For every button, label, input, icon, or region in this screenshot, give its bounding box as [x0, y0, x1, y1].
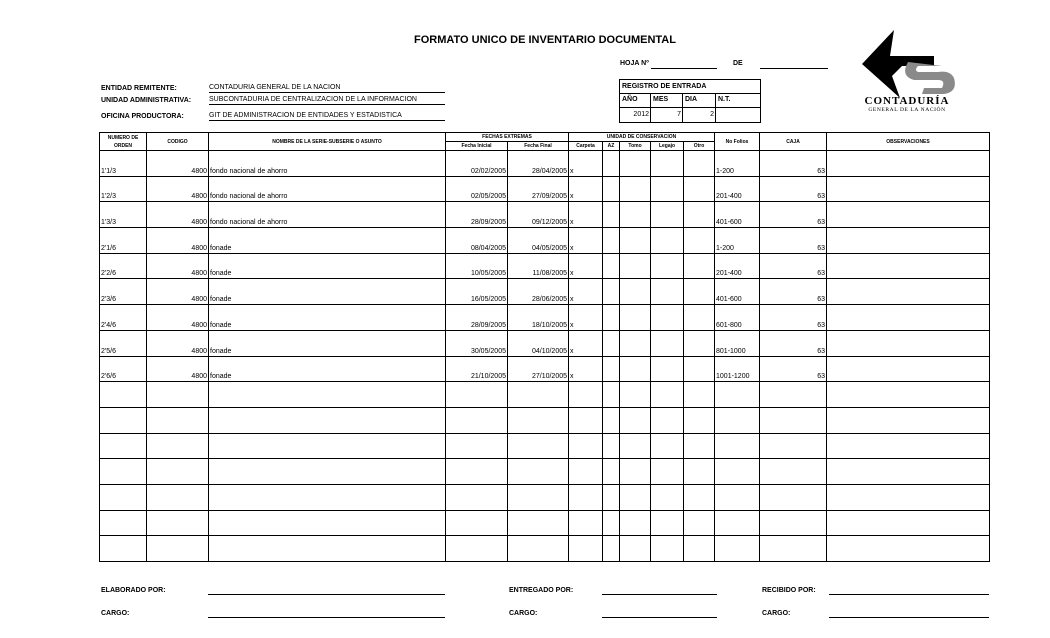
cell-az[interactable]: [603, 356, 620, 382]
cell-codigo[interactable]: [147, 382, 209, 408]
cell-codigo[interactable]: 4800: [147, 176, 209, 202]
cell-caja[interactable]: [760, 433, 827, 459]
cell-observaciones[interactable]: [827, 536, 990, 562]
cell-otro[interactable]: [684, 382, 715, 408]
cell-fecha-final[interactable]: [508, 407, 569, 433]
cell-carpeta[interactable]: [569, 536, 603, 562]
unidad-value: SUBCONTADURIA DE CENTRALIZACION DE LA INFORMACION: [209, 96, 445, 105]
cell-legajo[interactable]: [651, 356, 684, 382]
cell-tomo[interactable]: [620, 202, 651, 228]
registro-divider: [620, 93, 760, 94]
cell-nombre[interactable]: fondo nacional de ahorro: [209, 202, 446, 228]
col-header-folios: No Folios: [715, 133, 760, 151]
cell-observaciones[interactable]: [827, 279, 990, 305]
cell-fecha-final[interactable]: 28/04/2005: [508, 151, 569, 177]
cell-orden[interactable]: 2'3/6: [100, 279, 147, 305]
col-header-otro: Otro: [684, 142, 715, 151]
cell-codigo[interactable]: 4800: [147, 253, 209, 279]
cell-otro[interactable]: [684, 459, 715, 485]
entregado-field[interactable]: [602, 587, 717, 595]
cell-orden[interactable]: 2'1/6: [100, 228, 147, 254]
logo-name: CONTADURÍA: [864, 95, 950, 107]
table-row: [100, 459, 990, 485]
cell-otro[interactable]: [684, 305, 715, 331]
registro-divider: [620, 107, 760, 108]
cell-nombre[interactable]: [209, 459, 446, 485]
cell-otro[interactable]: [684, 202, 715, 228]
cell-codigo[interactable]: [147, 433, 209, 459]
inventory-table: [99, 132, 990, 562]
cell-fecha-inicial[interactable]: [446, 382, 508, 408]
cell-carpeta[interactable]: x: [569, 176, 603, 202]
cell-codigo[interactable]: [147, 407, 209, 433]
cell-fecha-final[interactable]: 04/10/2005: [508, 330, 569, 356]
cell-otro[interactable]: [684, 279, 715, 305]
cell-observaciones[interactable]: [827, 330, 990, 356]
cell-caja[interactable]: 63: [760, 228, 827, 254]
cell-tomo[interactable]: [620, 382, 651, 408]
cargo-elaborado-label: CARGO:: [101, 610, 130, 617]
table-row: [100, 536, 990, 562]
cell-carpeta[interactable]: x: [569, 356, 603, 382]
cell-folios[interactable]: [715, 407, 760, 433]
cell-codigo[interactable]: [147, 484, 209, 510]
cell-carpeta[interactable]: x: [569, 202, 603, 228]
cell-nombre[interactable]: [209, 536, 446, 562]
cell-tomo[interactable]: [620, 253, 651, 279]
cell-nombre[interactable]: [209, 382, 446, 408]
cell-codigo[interactable]: 4800: [147, 356, 209, 382]
cell-folios[interactable]: 1001-1200: [715, 356, 760, 382]
cell-nombre[interactable]: fonade: [209, 279, 446, 305]
cell-folios[interactable]: [715, 459, 760, 485]
entidad-label: ENTIDAD REMITENTE:: [101, 85, 177, 92]
cell-otro[interactable]: [684, 253, 715, 279]
table-row: [100, 176, 990, 202]
cell-legajo[interactable]: [651, 305, 684, 331]
cell-caja[interactable]: 63: [760, 305, 827, 331]
cell-caja[interactable]: 63: [760, 356, 827, 382]
col-header-az: AZ: [603, 142, 620, 151]
cell-fecha-inicial[interactable]: 30/05/2005: [446, 330, 508, 356]
cell-az[interactable]: [603, 176, 620, 202]
cell-folios[interactable]: [715, 536, 760, 562]
cell-legajo[interactable]: [651, 330, 684, 356]
cell-fecha-inicial[interactable]: [446, 510, 508, 536]
table-row: [100, 510, 990, 536]
cell-observaciones[interactable]: [827, 305, 990, 331]
cell-legajo[interactable]: [651, 536, 684, 562]
col-header-carpeta: Carpeta: [569, 142, 603, 151]
cell-caja[interactable]: 63: [760, 279, 827, 305]
registro-entrada-box: [619, 79, 761, 123]
cell-fecha-final[interactable]: 27/09/2005: [508, 176, 569, 202]
cell-folios[interactable]: 1-200: [715, 151, 760, 177]
cell-tomo[interactable]: [620, 459, 651, 485]
cargo-entregado-field[interactable]: [602, 610, 717, 618]
cell-legajo[interactable]: [651, 253, 684, 279]
cell-fecha-inicial[interactable]: 10/05/2005: [446, 253, 508, 279]
cell-fecha-final[interactable]: [508, 459, 569, 485]
cell-folios[interactable]: [715, 484, 760, 510]
cell-observaciones[interactable]: [827, 356, 990, 382]
cell-legajo[interactable]: [651, 382, 684, 408]
cell-otro[interactable]: [684, 176, 715, 202]
table-row: [100, 433, 990, 459]
cell-otro[interactable]: [684, 484, 715, 510]
cell-nombre[interactable]: fonade: [209, 228, 446, 254]
cargo-recibido-label: CARGO:: [762, 610, 791, 617]
cell-codigo[interactable]: 4800: [147, 202, 209, 228]
cell-tomo[interactable]: [620, 433, 651, 459]
cell-fecha-inicial[interactable]: [446, 536, 508, 562]
cell-fecha-inicial[interactable]: 16/05/2005: [446, 279, 508, 305]
hoja-de-label: DE: [733, 60, 743, 67]
cell-observaciones[interactable]: [827, 510, 990, 536]
cell-orden[interactable]: [100, 510, 147, 536]
cell-fecha-final[interactable]: 11/08/2005: [508, 253, 569, 279]
cell-legajo[interactable]: [651, 202, 684, 228]
cargo-elaborado-field[interactable]: [208, 610, 445, 618]
cell-az[interactable]: [603, 433, 620, 459]
cell-tomo[interactable]: [620, 356, 651, 382]
cell-folios[interactable]: [715, 382, 760, 408]
cell-codigo[interactable]: 4800: [147, 228, 209, 254]
cell-codigo[interactable]: 4800: [147, 330, 209, 356]
cell-observaciones[interactable]: [827, 407, 990, 433]
cell-nombre[interactable]: [209, 407, 446, 433]
recibido-label: RECIBIDO POR:: [762, 587, 816, 594]
cell-observaciones[interactable]: [827, 382, 990, 408]
cell-az[interactable]: [603, 510, 620, 536]
cell-caja[interactable]: [760, 382, 827, 408]
table-row: [100, 330, 990, 356]
col-header-legajo: Legajo: [651, 142, 684, 151]
registro-anio-value: 2012: [633, 111, 649, 118]
cell-otro[interactable]: [684, 356, 715, 382]
cell-orden[interactable]: [100, 536, 147, 562]
cell-az[interactable]: [603, 228, 620, 254]
cell-caja[interactable]: [760, 484, 827, 510]
cell-tomo[interactable]: [620, 484, 651, 510]
cell-fecha-inicial[interactable]: [446, 459, 508, 485]
table-row: [100, 279, 990, 305]
cell-legajo[interactable]: [651, 510, 684, 536]
cell-codigo[interactable]: 4800: [147, 279, 209, 305]
cell-az[interactable]: [603, 407, 620, 433]
cell-folios[interactable]: 201-400: [715, 176, 760, 202]
cell-fecha-inicial[interactable]: 02/02/2005: [446, 151, 508, 177]
cell-orden[interactable]: 2'5/6: [100, 330, 147, 356]
cell-codigo[interactable]: 4800: [147, 151, 209, 177]
table-row: [100, 253, 990, 279]
cell-nombre[interactable]: fonade: [209, 305, 446, 331]
col-header-tomo: Tomo: [620, 142, 651, 151]
cell-az[interactable]: [603, 459, 620, 485]
cell-observaciones[interactable]: [827, 228, 990, 254]
entregado-label: ENTREGADO POR:: [509, 587, 574, 594]
cell-folios[interactable]: 601-800: [715, 305, 760, 331]
cargo-entregado-label: CARGO:: [509, 610, 538, 617]
cell-legajo[interactable]: [651, 459, 684, 485]
registro-mes-label: MES: [653, 96, 669, 103]
cell-otro[interactable]: [684, 330, 715, 356]
cell-tomo[interactable]: [620, 536, 651, 562]
cell-fecha-final[interactable]: 27/10/2005: [508, 356, 569, 382]
cell-otro[interactable]: [684, 151, 715, 177]
cell-caja[interactable]: [760, 536, 827, 562]
registro-anio-label: AÑO: [622, 96, 638, 103]
col-header-observaciones: OBSERVACIONES: [827, 133, 990, 151]
cell-orden[interactable]: 1'1/3: [100, 151, 147, 177]
cell-codigo[interactable]: [147, 510, 209, 536]
cell-carpeta[interactable]: x: [569, 151, 603, 177]
registro-dia-value: 2: [710, 111, 714, 118]
cell-observaciones[interactable]: [827, 433, 990, 459]
cell-fecha-final[interactable]: [508, 536, 569, 562]
table-row: [100, 382, 990, 408]
cell-az[interactable]: [603, 151, 620, 177]
cell-orden[interactable]: [100, 382, 147, 408]
cargo-recibido-field[interactable]: [829, 610, 989, 618]
cell-observaciones[interactable]: [827, 176, 990, 202]
cell-otro[interactable]: [684, 407, 715, 433]
cell-orden[interactable]: [100, 459, 147, 485]
cell-fecha-final[interactable]: [508, 433, 569, 459]
registro-nt-label: N.T.: [718, 96, 731, 103]
cell-az[interactable]: [603, 279, 620, 305]
registro-mes-value: 7: [677, 111, 681, 118]
cell-nombre[interactable]: fondo nacional de ahorro: [209, 176, 446, 202]
cell-tomo[interactable]: [620, 151, 651, 177]
cell-codigo[interactable]: [147, 536, 209, 562]
cell-tomo[interactable]: [620, 407, 651, 433]
table-row: [100, 305, 990, 331]
cell-fecha-inicial[interactable]: [446, 407, 508, 433]
cell-folios[interactable]: 801-1000: [715, 330, 760, 356]
cell-az[interactable]: [603, 330, 620, 356]
cell-nombre[interactable]: [209, 433, 446, 459]
cell-legajo[interactable]: [651, 433, 684, 459]
cell-caja[interactable]: 63: [760, 151, 827, 177]
unidad-label: UNIDAD ADMINISTRATIVA:: [101, 97, 192, 104]
registro-dia-label: DIA: [685, 96, 698, 103]
cell-orden[interactable]: 1'3/3: [100, 202, 147, 228]
cell-fecha-inicial[interactable]: 28/09/2005: [446, 305, 508, 331]
cell-az[interactable]: [603, 536, 620, 562]
cell-carpeta[interactable]: x: [569, 253, 603, 279]
cell-nombre[interactable]: fonade: [209, 356, 446, 382]
cell-fecha-final[interactable]: 09/12/2005: [508, 202, 569, 228]
cell-fecha-final[interactable]: [508, 382, 569, 408]
cell-orden[interactable]: 2'4/6: [100, 305, 147, 331]
cell-observaciones[interactable]: [827, 459, 990, 485]
cell-fecha-final[interactable]: 28/06/2005: [508, 279, 569, 305]
registro-title: REGISTRO DE ENTRADA: [622, 83, 707, 90]
cell-legajo[interactable]: [651, 176, 684, 202]
cell-orden[interactable]: [100, 484, 147, 510]
cell-fecha-inicial[interactable]: 28/09/2005: [446, 202, 508, 228]
cell-az[interactable]: [603, 253, 620, 279]
cell-observaciones[interactable]: [827, 484, 990, 510]
cell-orden[interactable]: [100, 407, 147, 433]
elaborado-label: ELABORADO POR:: [101, 587, 166, 594]
hoja-label: HOJA Nº: [620, 60, 649, 67]
cell-codigo[interactable]: 4800: [147, 305, 209, 331]
cell-carpeta[interactable]: [569, 484, 603, 510]
cell-folios[interactable]: [715, 510, 760, 536]
cell-az[interactable]: [603, 305, 620, 331]
cell-fecha-final[interactable]: 04/05/2005: [508, 228, 569, 254]
col-header-unidad: UNIDAD DE CONSERVACION: [569, 133, 715, 142]
cell-orden[interactable]: 1'2/3: [100, 176, 147, 202]
cell-fecha-inicial[interactable]: 02/05/2005: [446, 176, 508, 202]
cell-caja[interactable]: [760, 407, 827, 433]
cell-orden[interactable]: 2'6/6: [100, 356, 147, 382]
table-row: [100, 407, 990, 433]
cell-fecha-inicial[interactable]: [446, 484, 508, 510]
cell-fecha-final[interactable]: 18/10/2005: [508, 305, 569, 331]
col-header-fecha-inicial: Fecha Inicial: [446, 142, 508, 151]
cell-otro[interactable]: [684, 536, 715, 562]
cell-caja[interactable]: 63: [760, 253, 827, 279]
cell-caja[interactable]: [760, 510, 827, 536]
cell-observaciones[interactable]: [827, 253, 990, 279]
cell-caja[interactable]: 63: [760, 176, 827, 202]
cell-carpeta[interactable]: x: [569, 305, 603, 331]
hoja-number-field[interactable]: [651, 60, 717, 69]
page-title: FORMATO UNICO DE INVENTARIO DOCUMENTAL: [414, 34, 676, 46]
col-header-codigo: CODIGO: [147, 133, 209, 151]
cell-fecha-inicial[interactable]: 08/04/2005: [446, 228, 508, 254]
cell-az[interactable]: [603, 484, 620, 510]
oficina-label: OFICINA PRODUCTORA:: [101, 113, 184, 120]
recibido-field[interactable]: [829, 587, 989, 595]
cell-fecha-final[interactable]: [508, 484, 569, 510]
col-header-nombre: NOMBRE DE LA SERIE-SUBSERIE O ASUNTO: [209, 133, 446, 151]
cell-caja[interactable]: 63: [760, 330, 827, 356]
cell-folios[interactable]: 201-400: [715, 253, 760, 279]
table-row: [100, 151, 990, 177]
cell-tomo[interactable]: [620, 305, 651, 331]
table-row: [100, 356, 990, 382]
cell-tomo[interactable]: [620, 176, 651, 202]
col-header-fechas: FECHAS EXTREMAS: [446, 133, 569, 142]
cell-folios[interactable]: 401-600: [715, 279, 760, 305]
cell-az[interactable]: [603, 382, 620, 408]
col-header-caja: CAJA: [760, 133, 827, 151]
cell-tomo[interactable]: [620, 330, 651, 356]
cell-fecha-final[interactable]: [508, 510, 569, 536]
cell-observaciones[interactable]: [827, 151, 990, 177]
cell-carpeta[interactable]: x: [569, 228, 603, 254]
oficina-value: GIT DE ADMINISTRACION DE ENTIDADES Y ESTADISTICA: [209, 112, 445, 121]
cell-carpeta[interactable]: [569, 407, 603, 433]
cell-legajo[interactable]: [651, 484, 684, 510]
col-header-fecha-final: Fecha Final: [508, 142, 569, 151]
cell-carpeta[interactable]: [569, 382, 603, 408]
cell-carpeta[interactable]: [569, 433, 603, 459]
registro-divider: [715, 94, 716, 122]
cell-legajo[interactable]: [651, 407, 684, 433]
cell-caja[interactable]: [760, 459, 827, 485]
cell-orden[interactable]: 2'2/6: [100, 253, 147, 279]
col-header-numero: NUMERO DE ORDEN: [100, 133, 147, 151]
cell-folios[interactable]: 1-200: [715, 228, 760, 254]
table-row: [100, 202, 990, 228]
logo-subtitle: GENERAL DE LA NACIÓN: [868, 107, 946, 113]
cell-carpeta[interactable]: x: [569, 330, 603, 356]
cell-otro[interactable]: [684, 228, 715, 254]
cell-legajo[interactable]: [651, 151, 684, 177]
cell-az[interactable]: [603, 202, 620, 228]
table-row: [100, 484, 990, 510]
entidad-value: CONTADURIA GENERAL DE LA NACION: [209, 84, 445, 93]
cell-nombre[interactable]: fonade: [209, 253, 446, 279]
cell-nombre[interactable]: [209, 510, 446, 536]
cell-tomo[interactable]: [620, 279, 651, 305]
cell-tomo[interactable]: [620, 228, 651, 254]
cell-tomo[interactable]: [620, 510, 651, 536]
cell-orden[interactable]: [100, 433, 147, 459]
cell-codigo[interactable]: [147, 459, 209, 485]
cell-nombre[interactable]: fonade: [209, 330, 446, 356]
cell-otro[interactable]: [684, 433, 715, 459]
cell-carpeta[interactable]: [569, 459, 603, 485]
elaborado-field[interactable]: [208, 587, 445, 595]
cell-folios[interactable]: [715, 433, 760, 459]
cell-nombre[interactable]: [209, 484, 446, 510]
cell-fecha-inicial[interactable]: [446, 433, 508, 459]
cell-otro[interactable]: [684, 510, 715, 536]
cell-legajo[interactable]: [651, 228, 684, 254]
table-row: [100, 228, 990, 254]
hoja-total-field[interactable]: [760, 60, 828, 69]
cell-folios[interactable]: 401-600: [715, 202, 760, 228]
cell-carpeta[interactable]: x: [569, 279, 603, 305]
cell-caja[interactable]: 63: [760, 202, 827, 228]
cell-nombre[interactable]: fondo nacional de ahorro: [209, 151, 446, 177]
cell-fecha-inicial[interactable]: 21/10/2005: [446, 356, 508, 382]
cell-observaciones[interactable]: [827, 202, 990, 228]
cell-carpeta[interactable]: [569, 510, 603, 536]
cell-legajo[interactable]: [651, 279, 684, 305]
